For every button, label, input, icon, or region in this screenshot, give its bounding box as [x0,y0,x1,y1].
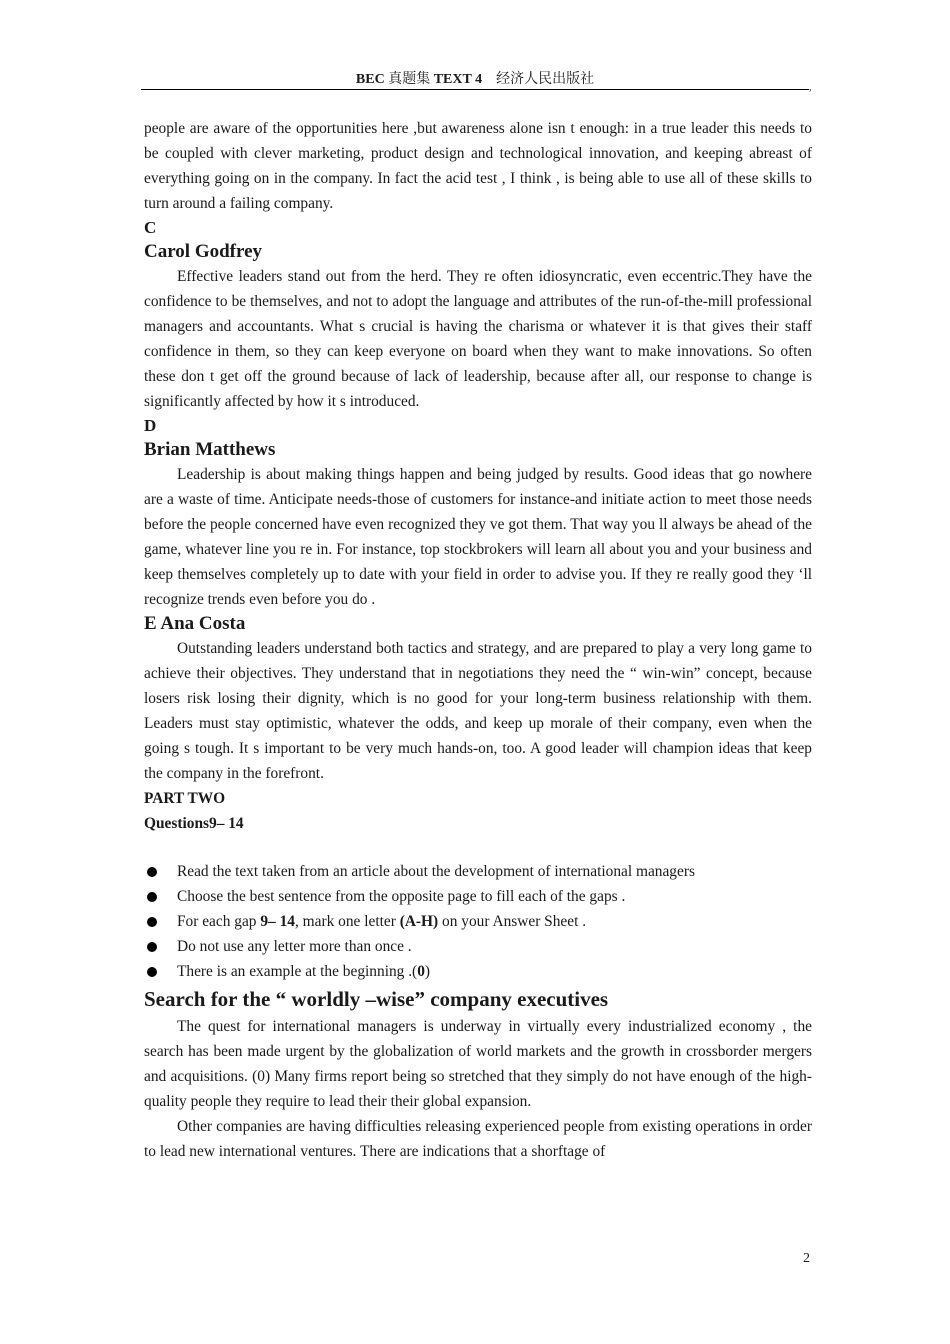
instruction-letter-range: (A-H) [399,913,439,930]
header-publisher: 经济人民出版社 [496,72,595,87]
instruction-list [144,859,812,984]
header-trailing-mark: , [809,82,812,93]
instruction-text: Do not use any letter more than once . [177,938,412,955]
bullet-icon [147,967,157,977]
list-item [144,959,812,984]
instruction-text-post: on your Answer Sheet . [438,913,587,930]
bullet-icon [147,942,157,952]
section-c-letter: C [144,218,157,237]
page-content [144,116,812,1164]
instruction-text-pre: For each gap [177,913,261,930]
list-item [144,859,812,884]
header-bec: BEC [355,72,385,87]
instruction-gap-range: 9– 14 [260,913,295,930]
page-header [141,71,809,89]
section-d-letter: D [144,416,157,435]
bullet-icon [147,892,157,902]
bullet-icon [147,867,157,877]
page-number: 2 [803,1251,810,1266]
section-e-paragraph: Outstanding leaders understand both tactics and strategy, and are prepared to play a very long game to achieve their objectives. They understand that in negotiations they need the “ win-win” concept, because losers risk losing their dignity, which is no good for your long-term business relationship with them. Leaders must stay optimistic, whatever the odds, and keep up morale of their company, even when the going s tough. It s important to be very much hands-on, too. A good leader will champion ideas that keep the company in the forefront. [144,640,812,782]
instruction-text: Choose the best sentence from the opposite page to fill each of the gaps . [177,888,626,905]
instruction-text-pre: There is an example at the beginning .( [177,963,418,980]
instruction-text-mid: , mark one letter [294,913,400,930]
header-text-label: TEXT 4 [433,72,483,87]
section-e-heading: E Ana Costa [144,613,246,634]
article-title: Search for the “ worldly –wise” company executives [144,987,609,1011]
part-two-label: PART TWO [144,790,226,807]
bullet-icon [147,917,157,927]
list-item [144,884,812,909]
section-d-paragraph: Leadership is about making things happen and being judged by results. Good ideas that go nowhere are a waste of time. Anticipate needs-those of customers for instance-and initiate action to meet those needs before the people concerned have even recognized they ve got them. That way you ll always be ahead of the game, whatever line you re in. For instance, top stockbrokers will learn all about you and your business and keep themselves completely up to date with your field in order to advise you. If they re really good they ‘ll recognize trends even before you do . [144,466,812,608]
article-paragraph-1: The quest for international managers is underway in virtually every industrialized economy , the search has been made urgent by the globalization of world markets and the growth in crossborder mergers and acquisitions. (0) Many firms report being so stretched that they simply do not have enough of the high-quality people they require to lead their their global expansion. [144,1018,812,1110]
spacer [144,836,812,859]
header-rule [141,89,809,90]
questions-label: Questions9– 14 [144,815,244,832]
section-c-name: Carol Godfrey [144,241,263,262]
section-c-paragraph: Effective leaders stand out from the herd. They re often idiosyncratic, even eccentric.They have the confidence to be themselves, and not to adopt the language and attributes of the run-of-the-mill professional managers and accountants. What s crucial is having the charisma or whatever it is that gives their staff confidence in them, so they can keep everyone on board when they want to make innovations. So often these don t get off the ground because of lack of leadership, because after all, our response to change is significantly affected by how it s introduced. [144,268,812,410]
header-cn-title: 真题集 [388,72,431,87]
instruction-text-post: ) [424,963,431,980]
section-b-continuation: people are aware of the opportunities here ,but awareness alone isn t enough: in a true leader this needs to be coupled with clever marketing, product design and technological innovation, and keeping abreast of everything going on in the company. In fact the acid test , I think , is being able to use all of these skills to turn around a failing company. [144,120,812,212]
instruction-text: Read the text taken from an article about the development of international managers [177,863,695,880]
instruction-example-number: 0 [417,963,425,980]
list-item [144,934,812,959]
list-item [144,909,812,934]
article-paragraph-2: Other companies are having difficulties releasing experienced people from existing operations in order to lead new international ventures. There are indications that a shorftage of [144,1118,812,1160]
section-d-name: Brian Matthews [144,439,276,460]
